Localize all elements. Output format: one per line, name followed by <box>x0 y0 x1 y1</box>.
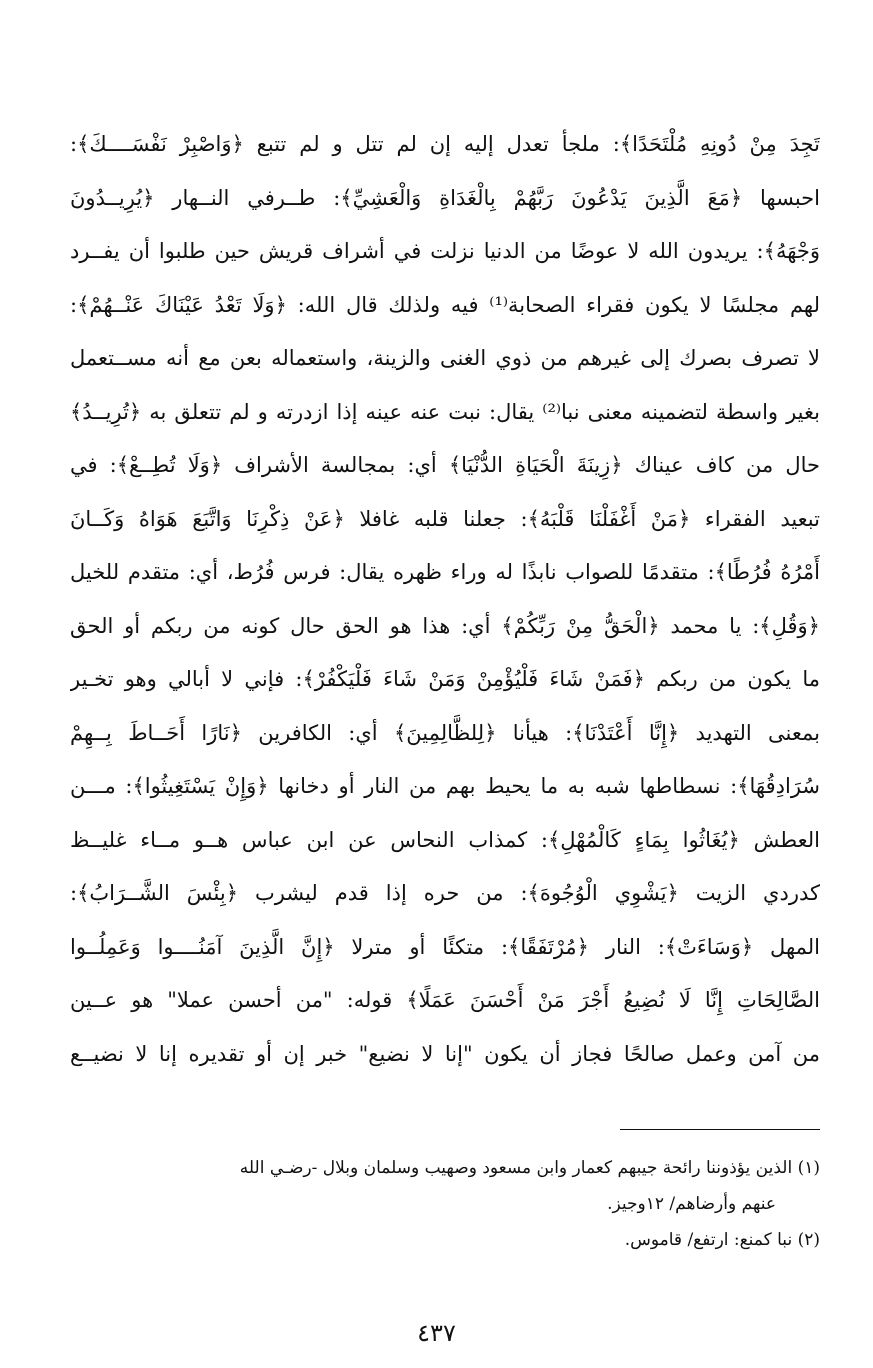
main-text-block <box>70 118 820 1081</box>
body-text-line: بغير واسطة لتضمينه معنى نبا⁽²⁾ يقال: نبت عنه عينه إذا ازدرته و لم تتعلق به ﴿تُرِيــدُ﴾ <box>70 399 820 424</box>
body-text-line: العطش ﴿يُغَاثُوا بِمَاءٍ كَالْمُهْلِ﴾: كمذاب النحاس عن ابن عباس هــو مــاء غليــظ <box>70 827 820 852</box>
body-text-line: ﴿وَقُلِ﴾: يا محمد ﴿الْحَقُّ مِنْ رَبِّكُمْ﴾ أي: هذا هو الحق حال كونه من ربكم أو الحق <box>70 613 820 638</box>
body-text-line: الصَّالِحَاتِ إِنَّا لَا نُضِيعُ أَجْرَ مَنْ أَحْسَنَ عَمَلًا﴾ قوله: "من أحسن عملا" هو عــين <box>70 988 820 1012</box>
body-text-line: سُرَادِقُهَا﴾: نسطاطها شبه به ما يحيط بهم من النار أو دخانها ﴿وَإِنْ يَسْتَغِيثُوا﴾: مـــن <box>70 774 820 798</box>
body-text-line: وَجْهَهُ﴾: يريدون الله لا عوضًا من الدنيا نزلت في أشراف قريش حين طلبوا أن يفــرد <box>70 239 820 263</box>
body-text-line: تَجِدَ مِنْ دُونِهِ مُلْتَحَدًا﴾: ملجأ تعدل إليه إن لم تتل و لم تتبع ﴿وَاصْبِرْ نَفْسَــــكَ﴾: <box>70 132 820 156</box>
body-text-line: لهم مجلسًا لا يكون فقراء الصحابة⁽¹⁾ فيه ولذلك قال الله: ﴿وَلَا تَعْدُ عَيْنَاكَ عَنْــهُمْ﴾: <box>70 292 820 317</box>
body-text-line: تبعيد الفقراء ﴿مَنْ أَغْفَلْنَا قَلْبَهُ﴾: جعلنا قلبه غافلا ﴿عَنْ ذِكْرِنَا وَاتَّبَعَ هَوَاهُ وَكَــانَ <box>70 506 820 531</box>
footnote-line: عنهم وأرضاهم/ ١٢وجيز. <box>607 1194 776 1214</box>
footnote-line: (١) الذين يؤذوننا رائحة جيبهم كعمار وابن مسعود وصهيب وسلمان وبلال -رضـي الله <box>239 1158 820 1178</box>
body-text-line: المهل ﴿وَسَاءَتْ﴾: النار ﴿مُرْتَفَقًا﴾: متكئًا أو مترلا ﴿إِنَّ الَّذِينَ آمَنُــــوا وَعَمِلُــوا <box>70 934 820 959</box>
footnotes-block <box>70 1150 820 1258</box>
body-text-line: ما يكون من ربكم ﴿فَمَنْ شَاءَ فَلْيُؤْمِنْ وَمَنْ شَاءَ فَلْيَكْفُرْ﴾: فإني لا أبالي وهو تخـير <box>70 667 820 691</box>
body-text-line: حال من كاف عيناك ﴿زِينَةَ الْحَيَاةِ الدُّنْيَا﴾ أي: بمجالسة الأشراف ﴿وَلَا تُطِــعْ﴾: في <box>70 453 820 477</box>
footnote-separator <box>620 1129 820 1130</box>
body-text-line: احبسها ﴿مَعَ الَّذِينَ يَدْعُونَ رَبَّهُمْ بِالْغَدَاةِ وَالْعَشِيِّ﴾: طــرفي النــهار ﴿يُرِيــدُونَ <box>70 185 820 210</box>
page-number: ٤٣٧ <box>417 1319 456 1347</box>
body-text-line: بمعنى التهديد ﴿إِنَّا أَعْتَدْنَا﴾: هيأنا ﴿لِلظَّالِمِينَ﴾ أي: الكافرين ﴿نَارًا أَحَــاطَ بِــهِمْ <box>70 720 820 745</box>
body-text-line: لا تصرف بصرك إلى غيرهم من ذوي الغنى والزينة، واستعماله بعن مع أنه مســتعمل <box>70 346 820 370</box>
body-text-line: كدردي الزيت ﴿يَشْوِي الْوُجُوهَ﴾: من حره إذا قدم ليشرب ﴿بِئْسَ الشَّــرَابُ﴾: <box>70 881 820 905</box>
body-text-line: من آمن وعمل صالحًا فجاز أن يكون "إنا لا نضيع" خبر إن أو تقديره إنا لا نضيــع <box>70 1041 820 1066</box>
footnote-line: (٢) نبا كمنع: ارتفع/ قاموس. <box>624 1230 820 1250</box>
body-text-line: أَمْرُهُ فُرُطًا﴾: متقدمًا للصواب نابذًا له وراء ظهره يقال: فرس فُرُط، أي: متقدم للخيل <box>70 560 820 584</box>
